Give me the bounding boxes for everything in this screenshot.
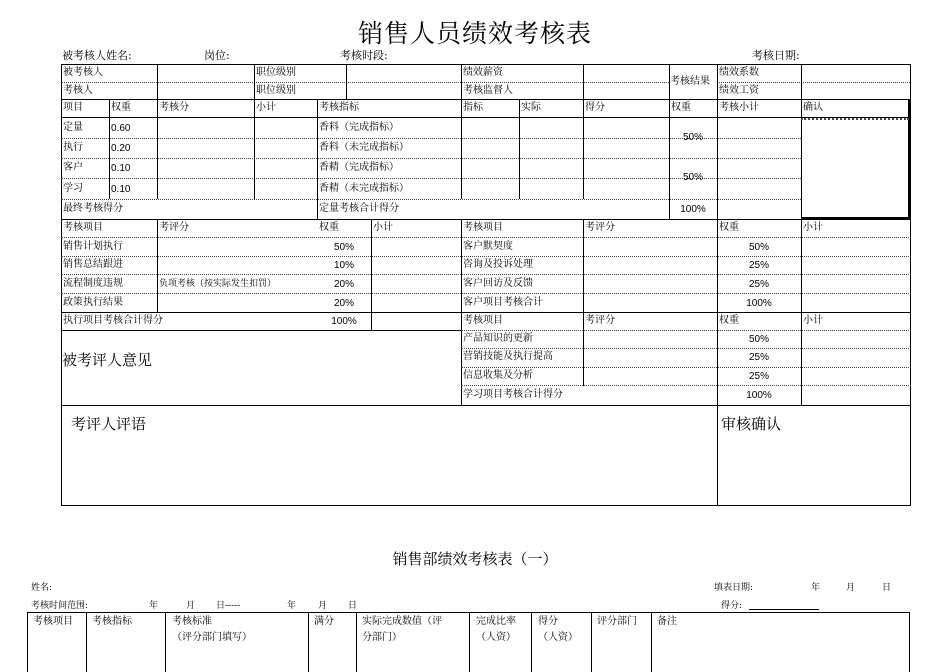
exec-total-label: 执行项目考核合计得分 xyxy=(63,315,163,326)
column-header: 考核项目 xyxy=(463,222,503,233)
kpi-header: 考核标准 xyxy=(172,616,212,627)
kpi-header: 实际完成数值（评 xyxy=(362,616,442,627)
cust-total-weight: 100% xyxy=(746,298,772,309)
kpi-header: 得分 xyxy=(538,616,558,627)
exec-total-weight: 100% xyxy=(331,316,357,327)
cust-item: 客户回访及反馈 xyxy=(463,278,533,289)
learn-total-weight: 100% xyxy=(746,390,772,401)
column-header: 确认 xyxy=(803,102,823,113)
learn-item: 信息收集及分析 xyxy=(463,370,533,381)
info-label: 绩效薪资 xyxy=(463,67,503,78)
fill-date-year: 年 xyxy=(811,583,821,593)
kpi-header-sub: （人资） xyxy=(538,632,578,643)
cust-weight: 50% xyxy=(748,242,769,253)
period-part: 年 xyxy=(149,601,159,611)
period-part: 月 xyxy=(186,601,196,611)
page-title: 销售人员绩效考核表 xyxy=(357,19,592,48)
exec-weight: 20% xyxy=(333,298,354,309)
cust-weight: 25% xyxy=(748,279,769,290)
cust-weight: 25% xyxy=(748,260,769,271)
period-label-2: 考核时间范围: xyxy=(31,601,89,611)
cust-total-label: 客户项目考核合计 xyxy=(463,297,543,308)
kpi-header: 评分部门 xyxy=(597,616,637,627)
info-label: 绩效工资 xyxy=(719,85,759,96)
final-score-label: 最终考核得分 xyxy=(63,203,123,214)
quant-weight: 0.20 xyxy=(111,143,131,154)
info-label: 绩效系数 xyxy=(719,67,759,78)
exec-note: 负项考核（按实际发生扣罚） xyxy=(159,279,277,289)
kpi-header: 考核项目 xyxy=(33,616,73,627)
exec-weight: 10% xyxy=(333,260,354,271)
column-header: 得分 xyxy=(585,102,605,113)
fill-date-label: 填表日期: xyxy=(714,583,754,593)
column-header: 小计 xyxy=(373,222,393,233)
comment-label: 考评人评语 xyxy=(71,415,147,433)
period-part: 月 xyxy=(318,601,328,611)
info-label: 考核结果 xyxy=(670,76,710,87)
column-header: 考评分 xyxy=(585,222,615,233)
column-header: 考评分 xyxy=(585,315,615,326)
column-header: 权重 xyxy=(719,222,739,233)
kpi-header: 考核指标 xyxy=(92,616,132,627)
kpi-header-sub: 分部门） xyxy=(362,632,402,643)
info-label: 考核监督人 xyxy=(463,85,513,96)
column-header: 权重 xyxy=(671,102,691,113)
quant-item: 学习 xyxy=(63,183,83,194)
column-header: 指标 xyxy=(463,102,483,113)
quant-weight: 0.10 xyxy=(111,163,131,174)
column-header: 小计 xyxy=(803,222,823,233)
kpi-header: 满分 xyxy=(314,616,334,627)
quant-item: 执行 xyxy=(63,142,83,153)
exec-item: 流程制度违规 xyxy=(63,278,123,289)
quant-item: 客户 xyxy=(63,162,83,173)
quant-index: 香精（未完成指标） xyxy=(319,183,409,194)
column-header: 权重 xyxy=(111,102,131,113)
kpi-header-sub: （人资） xyxy=(476,632,516,643)
learn-total-label: 学习项目考核合计得分 xyxy=(463,389,563,400)
fill-date-day: 日 xyxy=(882,583,892,593)
exec-weight: 50% xyxy=(333,242,354,253)
exec-item: 销售总结跟进 xyxy=(63,259,123,270)
quant-total-label: 定量考核合计得分 xyxy=(319,203,399,214)
review-label: 审核确认 xyxy=(721,415,782,433)
quant-weight: 0.10 xyxy=(111,184,131,195)
exec-weight: 20% xyxy=(333,279,354,290)
opinion-label: 被考评人意见 xyxy=(62,351,153,369)
quant-index: 香料（完成指标） xyxy=(319,122,399,133)
period-part: 日----- xyxy=(216,601,241,611)
column-header: 考核分 xyxy=(159,102,189,113)
quant-total-weight: 100% xyxy=(680,204,706,215)
period-part: 年 xyxy=(287,601,297,611)
quant-index: 香料（未完成指标） xyxy=(319,142,409,153)
quant-weight-group: 50% xyxy=(682,172,703,183)
name-label-2: 姓名: xyxy=(31,583,53,593)
sub-title: 销售部绩效考核表（一） xyxy=(392,550,558,568)
learn-item: 营销技能及执行提高 xyxy=(463,351,553,362)
learn-item: 产品知识的更新 xyxy=(463,333,533,344)
column-header: 小计 xyxy=(256,102,276,113)
exec-item: 销售计划执行 xyxy=(63,241,123,252)
quant-index: 香精（完成指标） xyxy=(319,162,399,173)
quant-item: 定量 xyxy=(63,122,83,133)
kpi-header-sub: （评分部门填写） xyxy=(172,632,252,643)
info-label: 考核人 xyxy=(63,85,93,96)
period-label: 考核时段: xyxy=(340,49,388,62)
cust-item: 咨询及投诉处理 xyxy=(463,259,533,270)
score-underline xyxy=(749,609,819,610)
column-header: 权重 xyxy=(319,222,339,233)
column-header: 权重 xyxy=(719,315,739,326)
column-header: 项目 xyxy=(63,102,83,113)
learn-weight: 25% xyxy=(748,371,769,382)
column-header: 考核项目 xyxy=(63,222,103,233)
learn-weight: 25% xyxy=(748,352,769,363)
info-label: 职位级别 xyxy=(256,85,296,96)
info-label: 被考核人 xyxy=(63,67,103,78)
kpi-header: 完成比率 xyxy=(476,616,516,627)
quant-weight: 0.60 xyxy=(111,123,131,134)
column-header: 考评分 xyxy=(159,222,189,233)
kpi-header: 备注 xyxy=(657,616,677,627)
date-label: 考核日期: xyxy=(752,49,800,62)
post-label: 岗位: xyxy=(204,49,230,62)
column-header: 考核指标 xyxy=(319,102,359,113)
name-label: 被考核人姓名: xyxy=(62,49,132,62)
fill-date-month: 月 xyxy=(846,583,856,593)
column-header: 实际 xyxy=(521,102,541,113)
column-header: 小计 xyxy=(803,315,823,326)
column-header: 考核项目 xyxy=(463,315,503,326)
exec-item: 政策执行结果 xyxy=(63,297,123,308)
learn-weight: 50% xyxy=(748,334,769,345)
column-header: 考核小计 xyxy=(719,102,759,113)
info-label: 职位级别 xyxy=(256,67,296,78)
score-label: 得分: xyxy=(721,601,743,611)
quant-weight-group: 50% xyxy=(682,132,703,143)
cust-item: 客户默契度 xyxy=(463,241,513,252)
period-part: 日 xyxy=(348,601,358,611)
